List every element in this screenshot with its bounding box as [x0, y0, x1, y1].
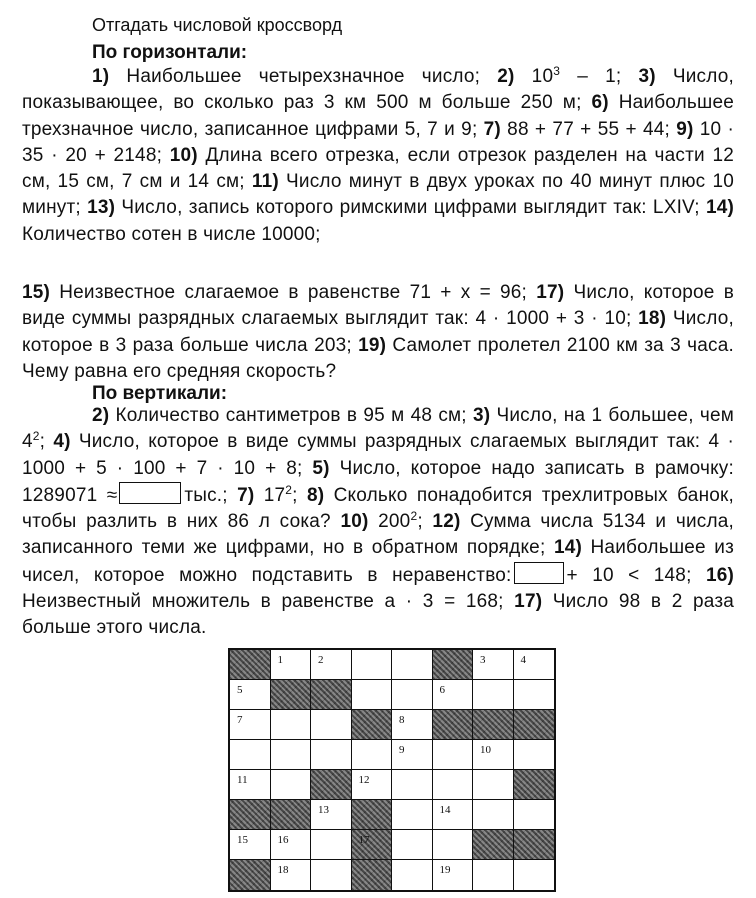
- cell-number: 9: [399, 744, 405, 756]
- clue-text-tail: + 10 < 148;: [566, 564, 692, 586]
- crossword-cell[interactable]: [352, 680, 393, 710]
- cell-number: 8: [399, 714, 405, 726]
- crossword-cell[interactable]: [514, 800, 555, 830]
- clue-13: [87, 197, 700, 218]
- crossword-cell[interactable]: [230, 680, 271, 710]
- crossword-cell[interactable]: [230, 830, 271, 860]
- crossword-cell[interactable]: [473, 860, 514, 890]
- crossword-cell-blocked: [271, 800, 312, 830]
- clue-number: 16): [705, 564, 734, 586]
- crossword-cell[interactable]: [473, 650, 514, 680]
- clue-text: 10 · 35 · 20 + 2148;: [22, 118, 734, 166]
- clue-text: 10: [531, 66, 554, 87]
- crossword-cell[interactable]: [392, 710, 433, 740]
- crossword-cell[interactable]: [271, 770, 312, 800]
- clue-1: [92, 66, 480, 87]
- clue-number: 12): [432, 511, 461, 533]
- clue-number: 14): [705, 197, 735, 219]
- crossword-cell[interactable]: [473, 740, 514, 770]
- crossword-cell-blocked: [473, 830, 514, 860]
- clue-text: 200: [378, 511, 411, 533]
- crossword-cell[interactable]: [311, 650, 352, 680]
- clue-text: Количество сантиметров в 95 м 48 см;: [115, 405, 467, 426]
- clue-text-tail: тыс.;: [184, 484, 228, 506]
- cell-number: 14: [439, 804, 451, 816]
- crossword-cell[interactable]: [230, 770, 271, 800]
- crossword-cell[interactable]: [352, 770, 393, 800]
- clue-text: Число, показывающее, во сколько раз 3 км 500 м больше 250 м;: [22, 66, 734, 114]
- clue-text-tail: ;: [417, 511, 423, 533]
- crossword-cell[interactable]: [230, 710, 271, 740]
- cell-number: 17: [358, 834, 370, 846]
- clue-text: Неизвестное слагаемое в равенстве 71 + x = 96;: [59, 282, 528, 303]
- clue-text: Неизвестный множитель в равенстве a · 3 = 168;: [22, 591, 504, 613]
- clue-15: [22, 282, 527, 303]
- crossword-cell-blocked: [514, 830, 555, 860]
- crossword-cell[interactable]: [514, 650, 555, 680]
- crossword-cell[interactable]: [433, 830, 474, 860]
- clue-number: 10): [340, 511, 369, 533]
- crossword-cell[interactable]: [433, 800, 474, 830]
- crossword-cell-blocked: [230, 800, 271, 830]
- cell-number: 3: [480, 654, 486, 666]
- clue-7: [237, 482, 298, 506]
- clue-number: 6): [591, 92, 609, 114]
- cell-number: 11: [237, 774, 248, 786]
- clue-number: 2): [497, 66, 515, 87]
- clue-2: [92, 405, 467, 426]
- crossword-cell-blocked: [352, 860, 393, 890]
- crossword-cell-blocked: [311, 770, 352, 800]
- answer-box: [514, 562, 564, 584]
- crossword-cell[interactable]: [433, 860, 474, 890]
- page-title: Отгадать числовой кроссворд: [92, 15, 343, 35]
- clue-text: Наибольшее из чисел, которое можно подставить в неравенство:: [22, 537, 735, 586]
- crossword-cell-blocked: [514, 770, 555, 800]
- clue-number: 18): [638, 308, 667, 330]
- clue-text: 17: [263, 484, 286, 506]
- answer-box: [119, 482, 181, 504]
- crossword-cell[interactable]: [473, 770, 514, 800]
- cell-number: 4: [520, 654, 526, 666]
- cell-number: 6: [439, 684, 445, 696]
- clue-text: Число, которое в 3 раза больше числа 203;: [22, 308, 734, 356]
- crossword-cell-blocked: [433, 650, 474, 680]
- clue-text: Число, запись которого римскими цифрами выглядит так: LXIV;: [121, 197, 700, 219]
- crossword-cell[interactable]: [311, 740, 352, 770]
- crossword-cell[interactable]: [433, 740, 474, 770]
- clue-text: Самолет пролетел 2100 км за 3 часа. Чему равна его средняя скорость?: [22, 334, 734, 382]
- crossword-cell[interactable]: [433, 770, 474, 800]
- clue-number: 8): [307, 484, 325, 506]
- cell-number: 15: [237, 834, 248, 846]
- exponent: 2: [285, 482, 293, 497]
- clue-text: Число, на 1 большее, чем 4: [22, 405, 734, 453]
- crossword-cell-blocked: [230, 860, 271, 890]
- clue-text: Число, которое надо записать в рамочку: 1289071 ≈: [22, 457, 734, 506]
- clue-number: 4): [53, 431, 71, 453]
- clue-text: Сколько понадобится трехлитровых банок, чтобы разлить в них 86 л сока?: [22, 484, 735, 533]
- vertical-heading: По вертикали:: [92, 383, 228, 404]
- clue-number: 17): [536, 282, 565, 303]
- cell-number: 18: [277, 864, 289, 876]
- crossword-cell[interactable]: [392, 740, 433, 770]
- cell-number: 13: [318, 804, 329, 816]
- clue-number: 3): [472, 405, 491, 426]
- horizontal-heading: По горизонтали:: [92, 42, 248, 63]
- crossword-cell[interactable]: [392, 770, 433, 800]
- crossword-cell[interactable]: [392, 800, 433, 830]
- clue-2: [497, 66, 621, 87]
- horizontal-clues-part-2: [22, 280, 734, 385]
- clue-text: Число, которое в виде суммы разрядных слагаемых выглядит так: 4 · 1000 + 3 · 10;: [22, 282, 735, 330]
- crossword-cell-blocked: [352, 830, 393, 860]
- crossword-cell[interactable]: [392, 860, 433, 890]
- crossword-cell-blocked: [352, 710, 393, 740]
- clue-text: Число, которое в виде суммы разрядных слагаемых выглядит так: 4 · 1000 + 5 · 100 + 7 · 10 + 8;: [22, 431, 734, 479]
- clue-number: 7): [237, 484, 255, 506]
- cell-number: 5: [237, 684, 243, 696]
- crossword-cell[interactable]: [352, 650, 393, 680]
- horizontal-clues-part-1: [22, 64, 734, 248]
- clue-number: 17): [514, 591, 543, 613]
- crossword-cell[interactable]: [514, 860, 555, 890]
- crossword-cell[interactable]: [271, 650, 312, 680]
- cell-number: 7: [237, 714, 243, 726]
- clue-text: Количество сотен в числе 10000;: [22, 223, 321, 245]
- clue-7: [484, 119, 670, 140]
- clue-number: 11): [251, 171, 279, 193]
- clue-number: 7): [483, 118, 501, 140]
- cell-number: 2: [318, 654, 324, 666]
- crossword-cell[interactable]: [514, 680, 555, 710]
- clue-10: [340, 511, 422, 532]
- crossword-grid: [228, 648, 556, 892]
- crossword-cell[interactable]: [230, 740, 271, 770]
- crossword-cell[interactable]: [352, 740, 393, 770]
- crossword-cell[interactable]: [311, 860, 352, 890]
- clue-text-tail: ;: [292, 484, 298, 506]
- clue-number: 3): [638, 66, 656, 87]
- vertical-clues: [22, 403, 734, 642]
- cell-number: 16: [277, 834, 289, 846]
- crossword-cell-blocked: [433, 710, 474, 740]
- crossword-cell-blocked: [514, 710, 555, 740]
- exponent: 2: [410, 509, 418, 524]
- exponent: 2: [32, 429, 40, 444]
- clue-text: 88 + 77 + 55 + 44;: [507, 118, 670, 140]
- clue-number: 15): [22, 282, 51, 303]
- clue-number: 9): [676, 118, 694, 140]
- crossword-cell-blocked: [473, 710, 514, 740]
- cell-number: 12: [358, 774, 370, 786]
- crossword-cell[interactable]: [433, 680, 474, 710]
- crossword-cell[interactable]: [271, 860, 312, 890]
- crossword-cell[interactable]: [271, 710, 312, 740]
- clue-text: Наибольшее четырехзначное число;: [126, 66, 481, 87]
- clue-text: Сумма числа 5134 и числа, записанного теми же цифрами, но в обратном порядке;: [22, 511, 734, 559]
- clue-number: 5): [312, 457, 330, 479]
- cell-number: 1: [277, 654, 283, 666]
- clue-text-tail: – 1;: [560, 66, 622, 87]
- clue-number: 10): [169, 144, 198, 166]
- crossword-cell[interactable]: [311, 710, 352, 740]
- crossword-cell-blocked: [230, 650, 271, 680]
- clue-text: Число 98 в 2 раза больше этого числа.: [22, 591, 735, 639]
- crossword-cell[interactable]: [392, 650, 433, 680]
- clue-text: Число минут в двух уроках по 40 минут плюс 10 минут;: [22, 171, 734, 219]
- crossword-cell[interactable]: [271, 830, 312, 860]
- clue-text-tail: ;: [39, 431, 46, 453]
- clue-number: 13): [87, 197, 116, 219]
- cell-number: 10: [480, 744, 491, 756]
- crossword-cell-blocked: [311, 680, 352, 710]
- crossword-cell[interactable]: [514, 740, 555, 770]
- crossword-cell[interactable]: [271, 740, 312, 770]
- crossword-cell-blocked: [271, 680, 312, 710]
- clue-text: Длина всего отрезка, если отрезок разделен на части 12 см, 15 см, 7 см и 14 см;: [22, 144, 735, 193]
- crossword-cell[interactable]: [392, 680, 433, 710]
- clue-number: 14): [553, 537, 582, 559]
- crossword-cell[interactable]: [473, 800, 514, 830]
- clue-text: Наибольшее трехзначное число, записанное цифрами 5, 7 и 9;: [22, 92, 734, 140]
- cell-number: 19: [439, 864, 451, 876]
- crossword-cell[interactable]: [392, 830, 433, 860]
- exponent: 3: [553, 64, 561, 78]
- clue-number: 2): [92, 405, 110, 426]
- clue-number: 1): [92, 66, 110, 87]
- crossword-cell[interactable]: [311, 800, 352, 830]
- crossword-cell[interactable]: [473, 680, 514, 710]
- clue-number: 19): [358, 334, 387, 356]
- crossword-cell[interactable]: [311, 830, 352, 860]
- crossword-cell-blocked: [352, 800, 393, 830]
